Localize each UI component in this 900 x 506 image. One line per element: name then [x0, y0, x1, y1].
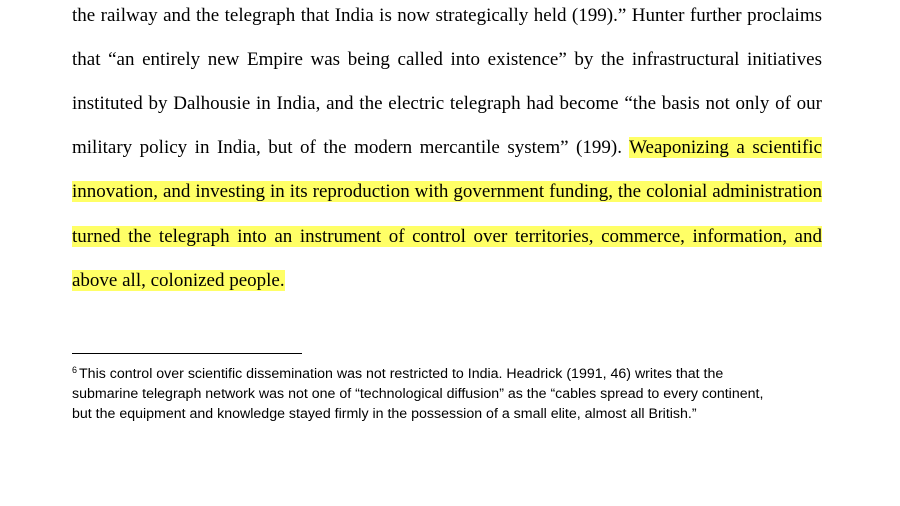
body-text-line — [72, 91, 822, 117]
body-text-plain: that “an entirely new Empire was being called into existence” by the infrastructural initiatives — [72, 49, 822, 70]
body-text-line — [72, 3, 822, 29]
body-text-line — [72, 135, 822, 161]
highlighted-text: innovation, and investing in its reproduction with government funding, the colonial administration — [72, 181, 822, 202]
footnote-text: This control over scientific dissemination was not restricted to India. Headrick (1991, 46) writes that the — [79, 366, 724, 382]
body-text-line — [72, 268, 285, 294]
footnote-line — [72, 384, 812, 404]
body-text-plain: the railway and the telegraph that India is now strategically held (199).” Hunter further proclaims — [72, 5, 822, 26]
footnote-marker: 6 — [72, 365, 78, 375]
footnote-line — [72, 364, 812, 384]
body-text-plain: military policy in India, but of the modern mercantile system” (199). — [72, 137, 630, 158]
footnote-text: but the equipment and knowledge stayed firmly in the possession of a small elite, almost all British.” — [72, 406, 697, 422]
highlighted-text: turned the telegraph into an instrument of control over territories, commerce, information, and — [72, 226, 822, 247]
body-text-line — [72, 224, 822, 250]
footnote-separator — [72, 353, 302, 354]
highlighted-text: Weaponizing a scientific — [629, 137, 822, 158]
footnote-text: submarine telegraph network was not one of “technological diffusion” as the “cables spread to every continent, — [72, 386, 764, 402]
footnote-line — [72, 404, 812, 424]
body-text-line — [72, 47, 822, 73]
body-text-plain: instituted by Dalhousie in India, and the electric telegraph had become “the basis not only of our — [72, 93, 822, 114]
body-text-line — [72, 179, 822, 205]
highlighted-text: above all, colonized people. — [72, 270, 285, 291]
